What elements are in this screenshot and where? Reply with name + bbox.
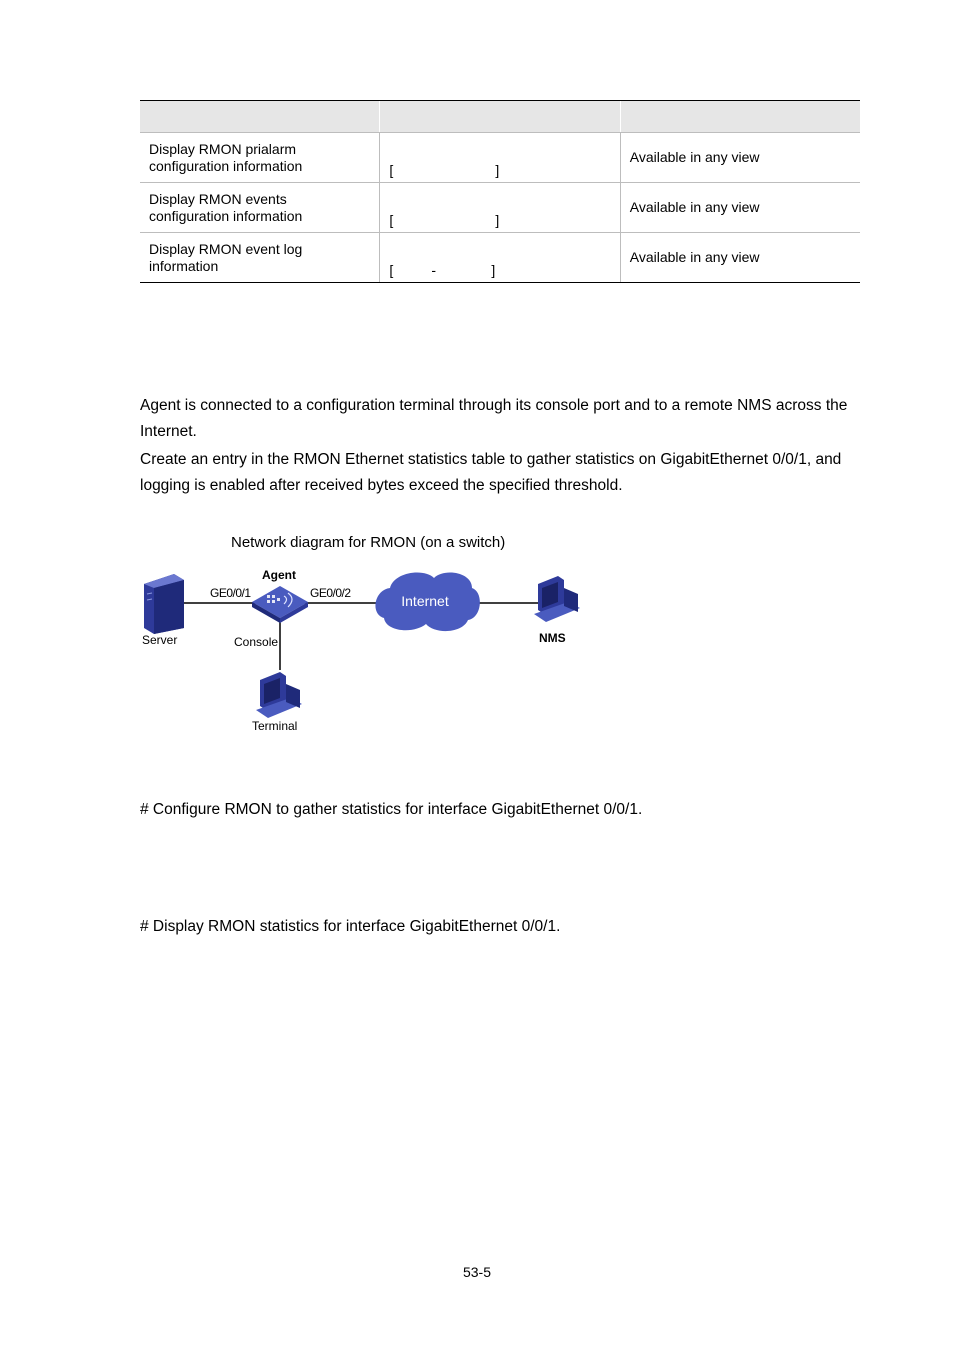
- remarks-cell: Available in any view: [620, 133, 860, 183]
- table-row: [140, 233, 860, 283]
- command-cell: [380, 233, 620, 283]
- switch-icon: [252, 586, 308, 623]
- server-label: Server: [142, 633, 178, 647]
- bracket-close: ]: [495, 212, 500, 228]
- bracket-close: ]: [495, 162, 500, 178]
- task-cell: [140, 233, 380, 283]
- terminal-computer-icon: [256, 672, 302, 718]
- command-table: [140, 100, 860, 283]
- table-row: [140, 133, 860, 183]
- bracket-open: [: [389, 162, 394, 178]
- table-header-row: [140, 101, 860, 133]
- bracket-open: [: [389, 262, 394, 278]
- task-paragraph: Create an entry in the RMON Ethernet statistics table to gather statistics on GigabitEthernet 0/0/1, and logging is enabled after received bytes exceed the specified threshold.: [140, 451, 842, 494]
- header-cell-command: [380, 101, 620, 133]
- page-number: 53-5: [462, 1264, 492, 1280]
- task-line: configuration information: [149, 157, 303, 174]
- port2-label: GE0/0/2: [310, 586, 351, 600]
- bracket-close: ]: [491, 262, 496, 278]
- header-cell-task: [140, 101, 380, 133]
- task-cell: [140, 133, 380, 183]
- agent-label: Agent: [262, 568, 296, 582]
- console-label: Console: [234, 635, 279, 649]
- server-icon: [144, 574, 184, 634]
- dash: -: [431, 262, 436, 278]
- table-row: [140, 183, 860, 233]
- nms-computer-icon: [534, 576, 580, 622]
- internet-label: Internet: [401, 593, 449, 609]
- task-cell: [140, 183, 380, 233]
- step-display: # Display RMON statistics for interface GigabitEthernet 0/0/1.: [140, 918, 561, 935]
- bracket-open: [: [389, 212, 394, 228]
- remarks-cell: Available in any view: [620, 183, 860, 233]
- figure-caption: Network diagram for RMON (on a switch): [231, 534, 506, 551]
- intro-paragraph: Agent is connected to a configuration terminal through its console port and to a remote NMS across the Internet.: [140, 397, 848, 440]
- task-line: information: [149, 257, 219, 274]
- header-cell-remarks: [620, 101, 860, 133]
- remarks-cell: Available in any view: [620, 233, 860, 283]
- task-line: configuration information: [149, 207, 303, 224]
- network-diagram: [138, 562, 588, 742]
- command-cell: [380, 133, 620, 183]
- task-line: Display RMON event log: [149, 240, 303, 257]
- step-configure: # Configure RMON to gather statistics for interface GigabitEthernet 0/0/1.: [140, 801, 643, 818]
- task-line: Display RMON events: [149, 190, 287, 207]
- port1-label: GE0/0/1: [210, 586, 251, 600]
- nms-label: NMS: [539, 631, 566, 645]
- terminal-label: Terminal: [252, 719, 298, 733]
- command-cell: [380, 183, 620, 233]
- task-line: Display RMON prialarm: [149, 140, 297, 157]
